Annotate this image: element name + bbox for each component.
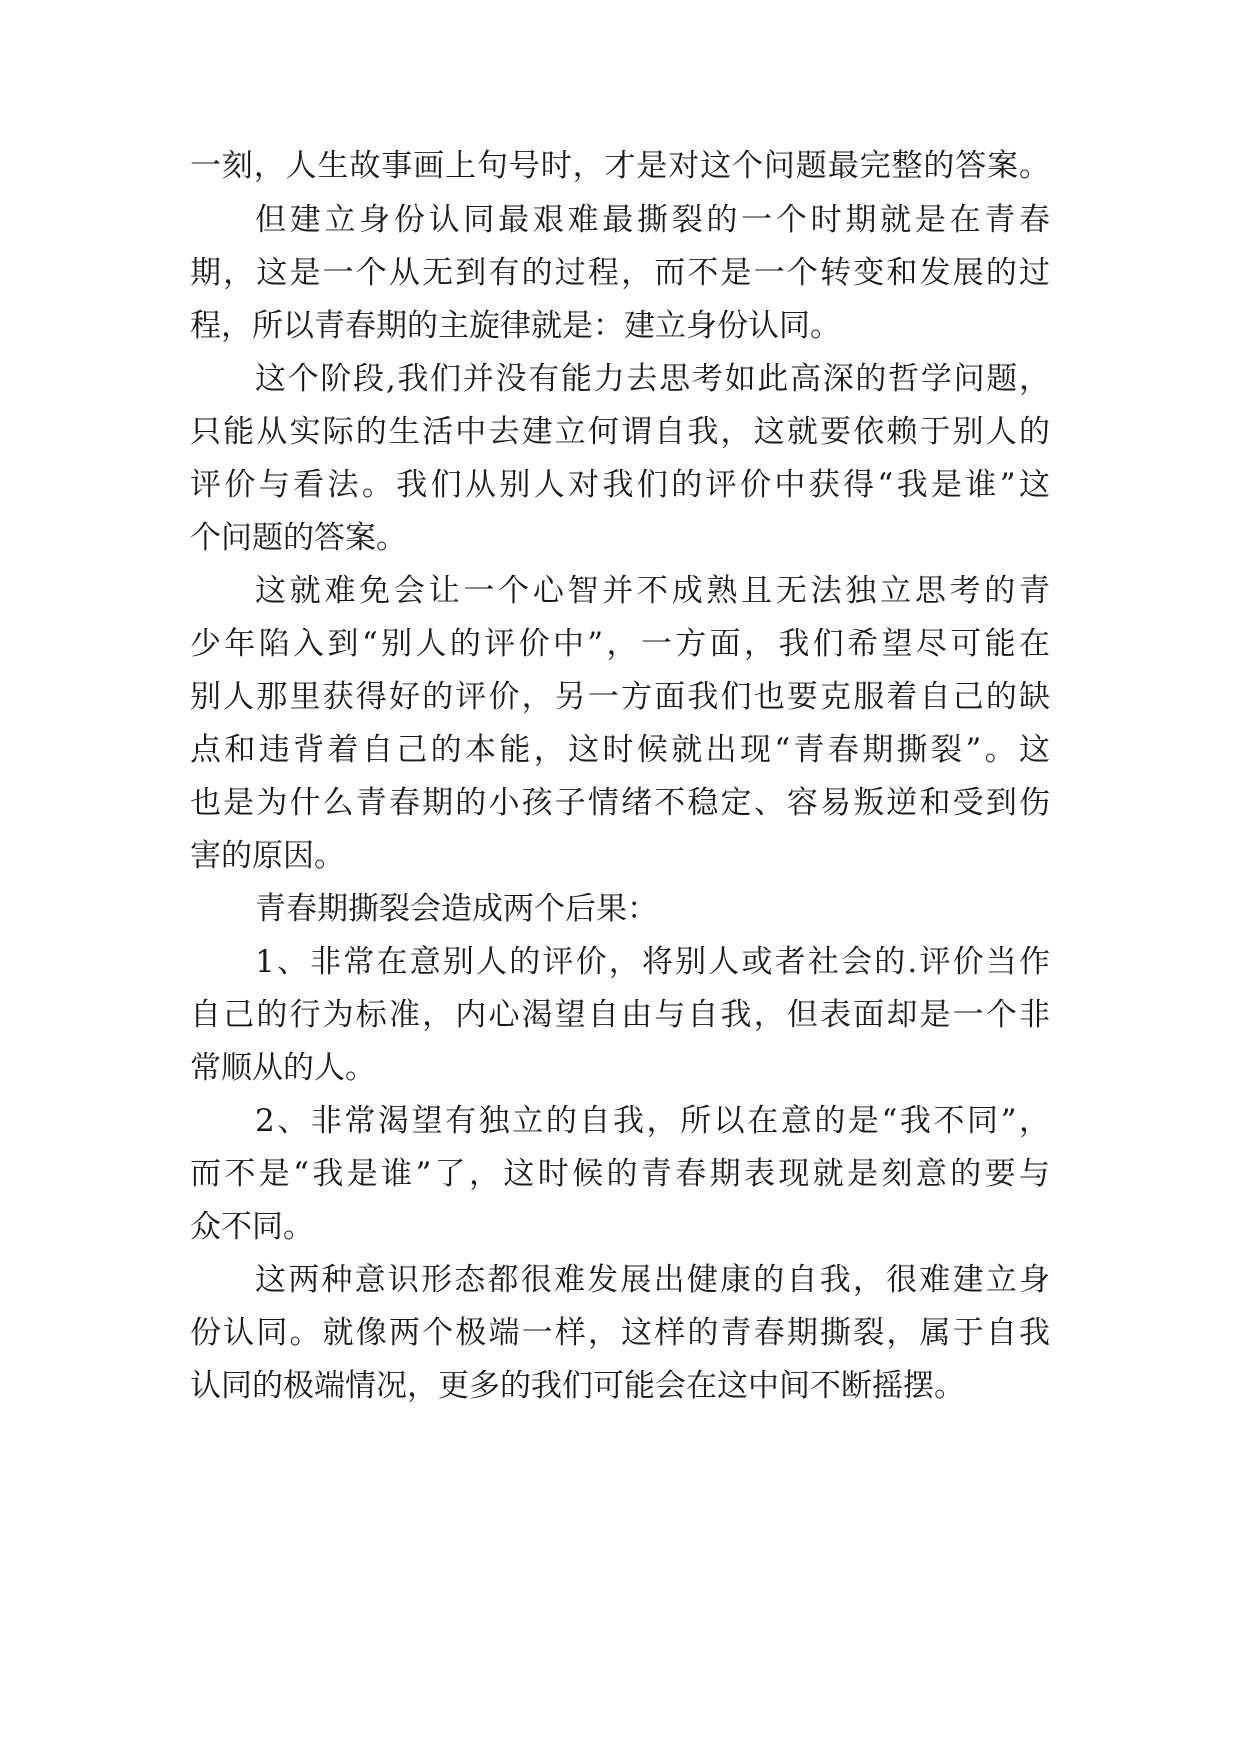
text-line: 众不同。 xyxy=(190,1209,314,1245)
paragraph-first-line: 青春期撕裂会造成两个后果： xyxy=(255,891,658,927)
text-line: 份认同。就像两个极端一样，这样的青春期撕裂，属于自我 xyxy=(190,1315,1050,1351)
list-item-2-first-line: 2、非常渴望有独立的自我，所以在意的是“我不同”， xyxy=(255,1103,1050,1139)
text-line: 认同的极端情况，更多的我们可能会在这中间不断摇摆。 xyxy=(190,1368,965,1404)
paragraph-first-line: 这就难免会让一个心智并不成熟且无法独立思考的青 xyxy=(255,573,1050,609)
paragraph-first-line: 但建立身份认同最艰难最撕裂的一个时期就是在青春 xyxy=(255,202,1050,238)
list-item-1-first-line: 1、非常在意别人的评价，将别人或者社会的.评价当作 xyxy=(255,944,1050,980)
text-line: 自己的行为标准，内心渴望自由与自我，但表面却是一个非 xyxy=(190,997,1050,1033)
text-line: 评价与看法。我们从别人对我们的评价中获得“我是谁”这 xyxy=(190,467,1050,503)
text-line: 期，这是一个从无到有的过程，而不是一个转变和发展的过 xyxy=(190,255,1050,291)
text-line: 个问题的答案。 xyxy=(190,520,407,556)
text-line: 点和违背着自己的本能，这时候就出现“青春期撕裂”。这 xyxy=(190,732,1050,768)
text-line: 程，所以青春期的主旋律就是：建立身份认同。 xyxy=(190,308,841,344)
text-line: 而不是“我是谁”了，这时候的青春期表现就是刻意的要与 xyxy=(190,1156,1050,1192)
text-line: 一刻，人生故事画上句号时，才是对这个问题最完整的答案。 xyxy=(190,148,1050,184)
paragraph-first-line: 这两种意识形态都很难发展出健康的自我，很难建立身 xyxy=(255,1262,1050,1298)
text-line: 常顺从的人。 xyxy=(190,1050,376,1086)
text-line: 只能从实际的生活中去建立何谓自我，这就要依赖于别人的 xyxy=(190,414,1050,450)
text-line: 少年陷入到“别人的评价中”，一方面，我们希望尽可能在 xyxy=(190,626,1050,662)
paragraph-first-line: 这个阶段,我们并没有能力去思考如此高深的哲学问题， xyxy=(255,361,1050,397)
text-line: 害的原因。 xyxy=(190,838,345,874)
text-line: 也是为什么青春期的小孩子情绪不稳定、容易叛逆和受到伤 xyxy=(190,785,1050,821)
text-line: 别人那里获得好的评价，另一方面我们也要克服着自己的缺 xyxy=(190,679,1050,715)
